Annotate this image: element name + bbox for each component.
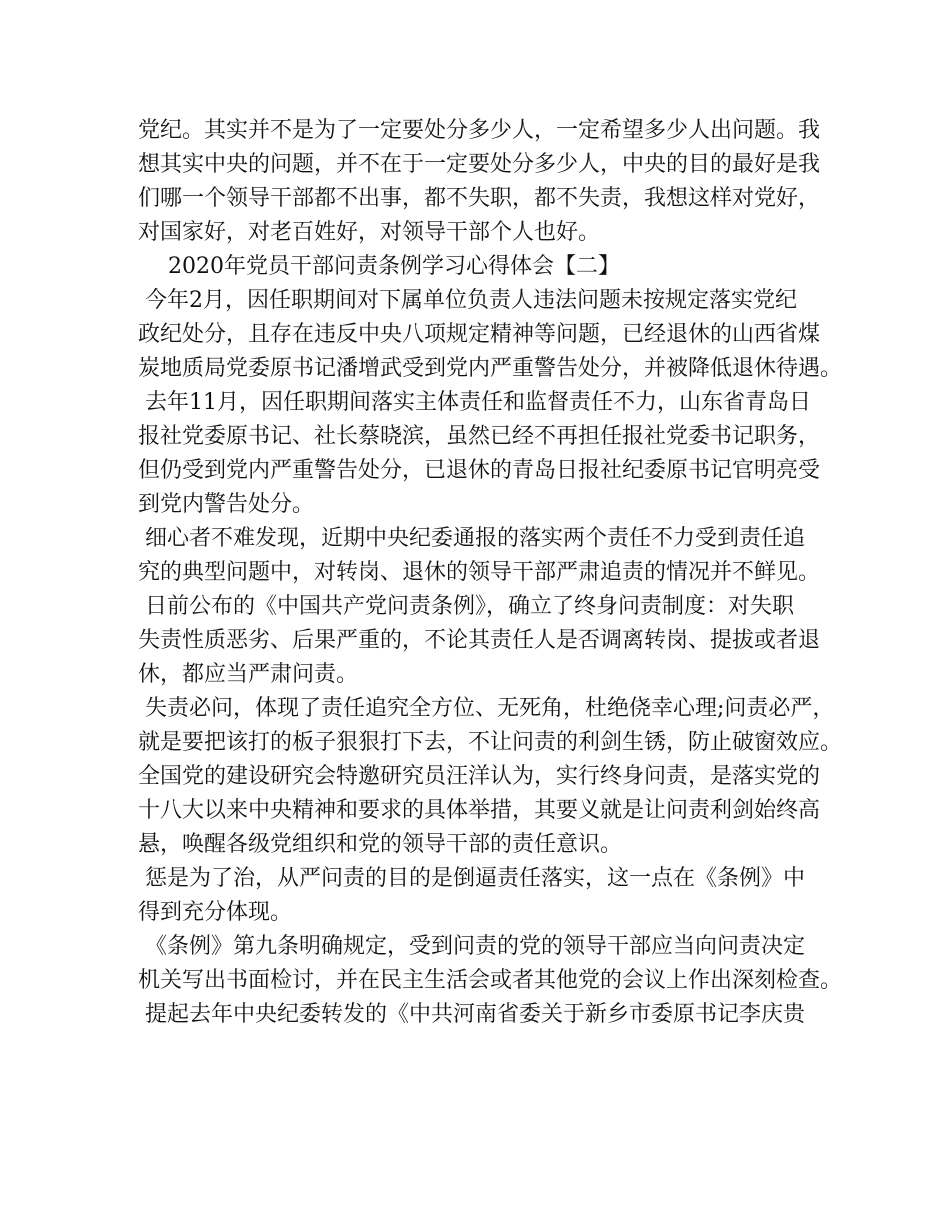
text-line: 惩是为了治，从严问责的目的是倒逼责任落实，这一点在《条例》中: [145, 866, 806, 891]
text-line: 炭地质局党委原书记潘增武受到党内严重警告处分，并被降低退休待遇。: [138, 356, 843, 381]
text-line: 得到充分体现。: [138, 900, 293, 925]
text-line: 想其实中央的问题，并不在于一定要处分多少人，中央的目的最好是我: [138, 152, 821, 177]
text-line: 政纪处分，且存在违反中央八项规定精神等问题，已经退休的山西省煤: [138, 322, 821, 347]
text-line: 日前公布的《中国共产党问责条例》，确立了终身问责制度：对失职: [145, 594, 795, 619]
text-line: 细心者不难发现，近期中央纪委通报的落实两个责任不力受到责任追: [145, 526, 806, 551]
document-body: [138, 114, 843, 1032]
text-line: 十八大以来中央精神和要求的具体举措，其要义就是让问责利剑始终高: [138, 798, 821, 823]
text-line: 失责必问，体现了责任追究全方位、无死角，杜绝侥幸心理;问责必严，: [145, 696, 835, 721]
text-line: 提起去年中央纪委转发的《中共河南省委关于新乡市委原书记李庆贵: [145, 1002, 806, 1027]
text-line: 休，都应当严肃问责。: [138, 662, 359, 687]
text-line: 全国党的建设研究会特邀研究员汪洋认为，实行终身问责，是落实党的: [138, 764, 821, 789]
text-line: 对国家好，对老百姓好，对领导干部个人也好。: [138, 220, 601, 245]
text-line: 悬，唤醒各级党组织和党的领导干部的责任意识。: [138, 832, 623, 857]
text-line: 但仍受到党内严重警告处分，已退休的青岛日报社纪委原书记官明亮受: [138, 458, 821, 483]
text-line: 到党内警告处分。: [138, 492, 315, 517]
text-line: 去年11月，因任职期间落实主体责任和监督责任不力，山东省青岛日: [145, 390, 811, 415]
text-line: 们哪一个领导干部都不出事，都不失职，都不失责，我想这样对党好，: [138, 186, 821, 211]
text-line: 今年2月，因任职期间对下属单位负责人违法问题未按规定落实党纪: [145, 288, 797, 313]
text-line: 党纪。其实并不是为了一定要处分多少人，一定希望多少人出问题。我: [138, 118, 821, 143]
text-line: 究的典型问题中，对转岗、退休的领导干部严肃追责的情况并不鲜见。: [138, 560, 821, 585]
text-line: 机关写出书面检讨，并在民主生活会或者其他党的会议上作出深刻检查。: [138, 968, 843, 993]
section-heading: 2020年党员干部问责条例学习心得体会【二】: [168, 254, 620, 279]
text-line: 《条例》第九条明确规定，受到问责的党的领导干部应当向问责决定: [145, 934, 806, 959]
text-line: 报社党委原书记、社长蔡晓滨，虽然已经不再担任报社党委书记职务，: [138, 424, 821, 449]
text-line: 就是要把该打的板子狠狠打下去，不让问责的利剑生锈，防止破窗效应。: [138, 730, 843, 755]
text-line: 失责性质恶劣、后果严重的，不论其责任人是否调离转岗、提拔或者退: [138, 628, 821, 653]
